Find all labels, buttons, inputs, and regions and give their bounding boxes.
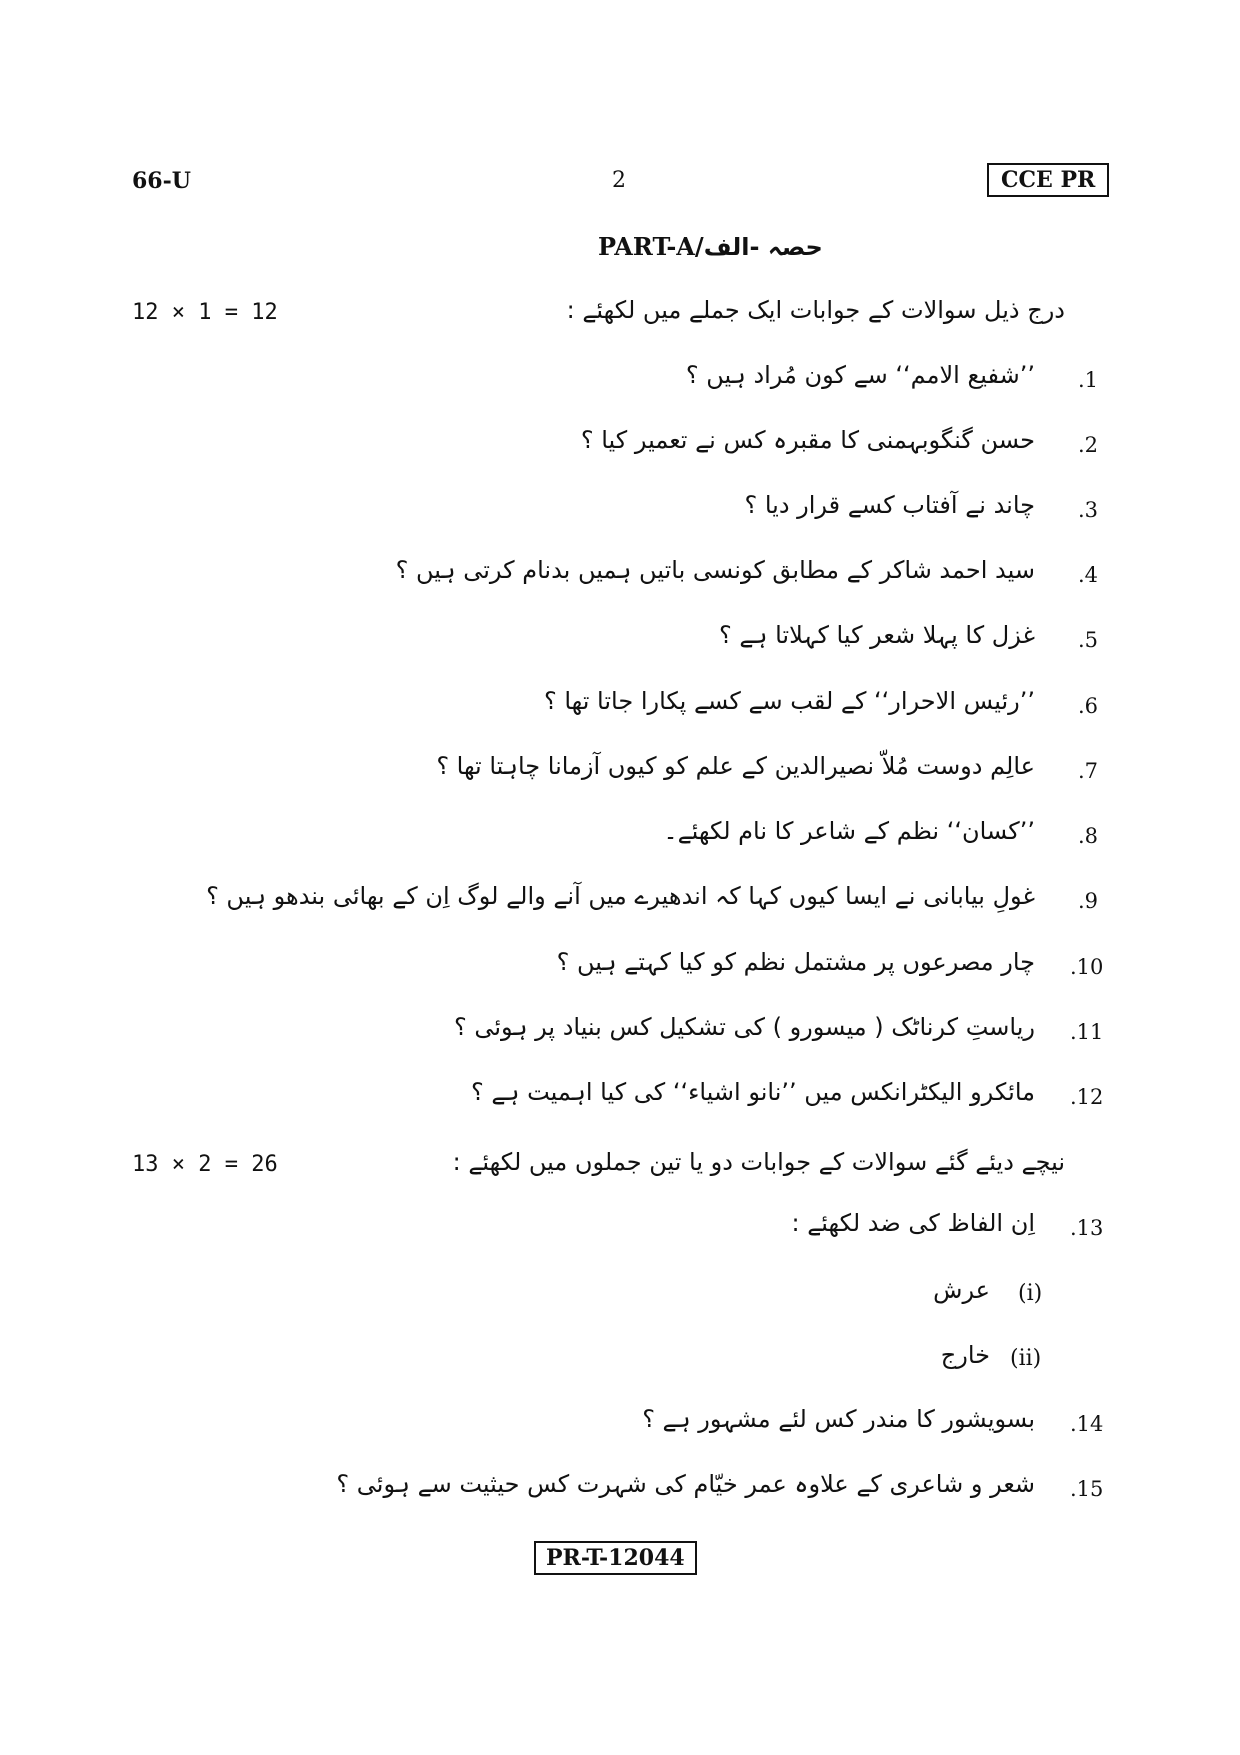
footer-code-box: PR-T-12044 xyxy=(534,1541,697,1575)
question-text: ریاستِ کرناٹک ( میسورو ) کی تشکیل کس بنیاد پر ہوئی ؟ xyxy=(454,1013,1035,1041)
page-number: 2 xyxy=(612,168,626,193)
question-number: .5 xyxy=(1078,628,1099,652)
question-number: .7 xyxy=(1078,759,1099,783)
question-text: غولِ بیابانی نے ایسا کیوں کہا کہ اندھیرے میں آنے والے لوگ اِن کے بھائی بندھو ہیں ؟ xyxy=(206,882,1035,910)
paper-code: 66-U xyxy=(132,168,191,194)
question-number: .4 xyxy=(1078,563,1099,587)
sub-item-label: (ii) xyxy=(1010,1346,1042,1371)
sub-item-word: عرش xyxy=(933,1276,990,1304)
question-text: مائکرو الیکٹرانکس میں ’’نانو اشیاء‘‘ کی کیا اہمیت ہے ؟ xyxy=(470,1078,1035,1106)
question-text: چاند نے آفتاب کسے قرار دیا ؟ xyxy=(744,491,1035,519)
question-text: حسن گنگوبہمنی کا مقبرہ کس نے تعمیر کیا ؟ xyxy=(580,426,1035,454)
question-text: بسویشور کا مندر کس لئے مشہور ہے ؟ xyxy=(642,1405,1035,1433)
question-number: .12 xyxy=(1070,1085,1104,1109)
sub-item-label: (i) xyxy=(1018,1281,1043,1306)
question-text: ’’رئیس الاحرار‘‘ کے لقب سے کسے پکارا جاتا تھا ؟ xyxy=(544,687,1035,715)
question-text: غزل کا پہلا شعر کیا کہلاتا ہے ؟ xyxy=(718,621,1035,649)
part-title-urdu: حصہ -الف xyxy=(703,233,823,261)
section1-marks: 12 × 1 = 12 xyxy=(132,300,278,325)
question-number: .9 xyxy=(1078,889,1099,913)
question-number: .10 xyxy=(1070,955,1104,979)
question-text: شعر و شاعری کے علاوہ عمر خیّام کی شہرت کس حیثیت سے ہوئی ؟ xyxy=(336,1470,1035,1498)
section2-marks: 13 × 2 = 26 xyxy=(132,1152,278,1177)
question-number: .14 xyxy=(1070,1412,1104,1436)
sub-item-word: خارج xyxy=(940,1341,990,1369)
section1-instruction: درج ذیل سوالات کے جوابات ایک جملے میں لکھئے : xyxy=(566,296,1065,324)
exam-code-box: CCE PR xyxy=(987,163,1109,197)
question-number: .1 xyxy=(1078,368,1099,392)
question-text: اِن الفاظ کی ضد لکھئے : xyxy=(791,1209,1035,1237)
question-number: .6 xyxy=(1078,694,1099,718)
question-number: .15 xyxy=(1070,1477,1104,1501)
part-title xyxy=(598,232,823,261)
question-text: عالِم دوست مُلاّ نصیرالدین کے علم کو کیوں آزمانا چاہتا تھا ؟ xyxy=(436,752,1035,780)
question-number: .3 xyxy=(1078,498,1099,522)
question-text: ’’کسان‘‘ نظم کے شاعر کا نام لکھئے۔ xyxy=(663,817,1035,845)
question-text: چار مصرعوں پر مشتمل نظم کو کیا کہتے ہیں ؟ xyxy=(556,948,1035,976)
question-number: .13 xyxy=(1070,1216,1104,1240)
question-number: .11 xyxy=(1070,1020,1104,1044)
question-number: .2 xyxy=(1078,433,1099,457)
section2-instruction: نیچے دیئے گئے سوالات کے جوابات دو یا تین جملوں میں لکھئے : xyxy=(452,1148,1065,1176)
question-text: سید احمد شاکر کے مطابق کونسی باتیں ہمیں بدنام کرتی ہیں ؟ xyxy=(395,556,1035,584)
part-title-separator: / xyxy=(694,232,704,261)
question-text: ’’شفیع الامم‘‘ سے کون مُراد ہیں ؟ xyxy=(685,361,1035,389)
question-number: .8 xyxy=(1078,824,1099,848)
part-title-english: PART-A xyxy=(598,232,695,261)
